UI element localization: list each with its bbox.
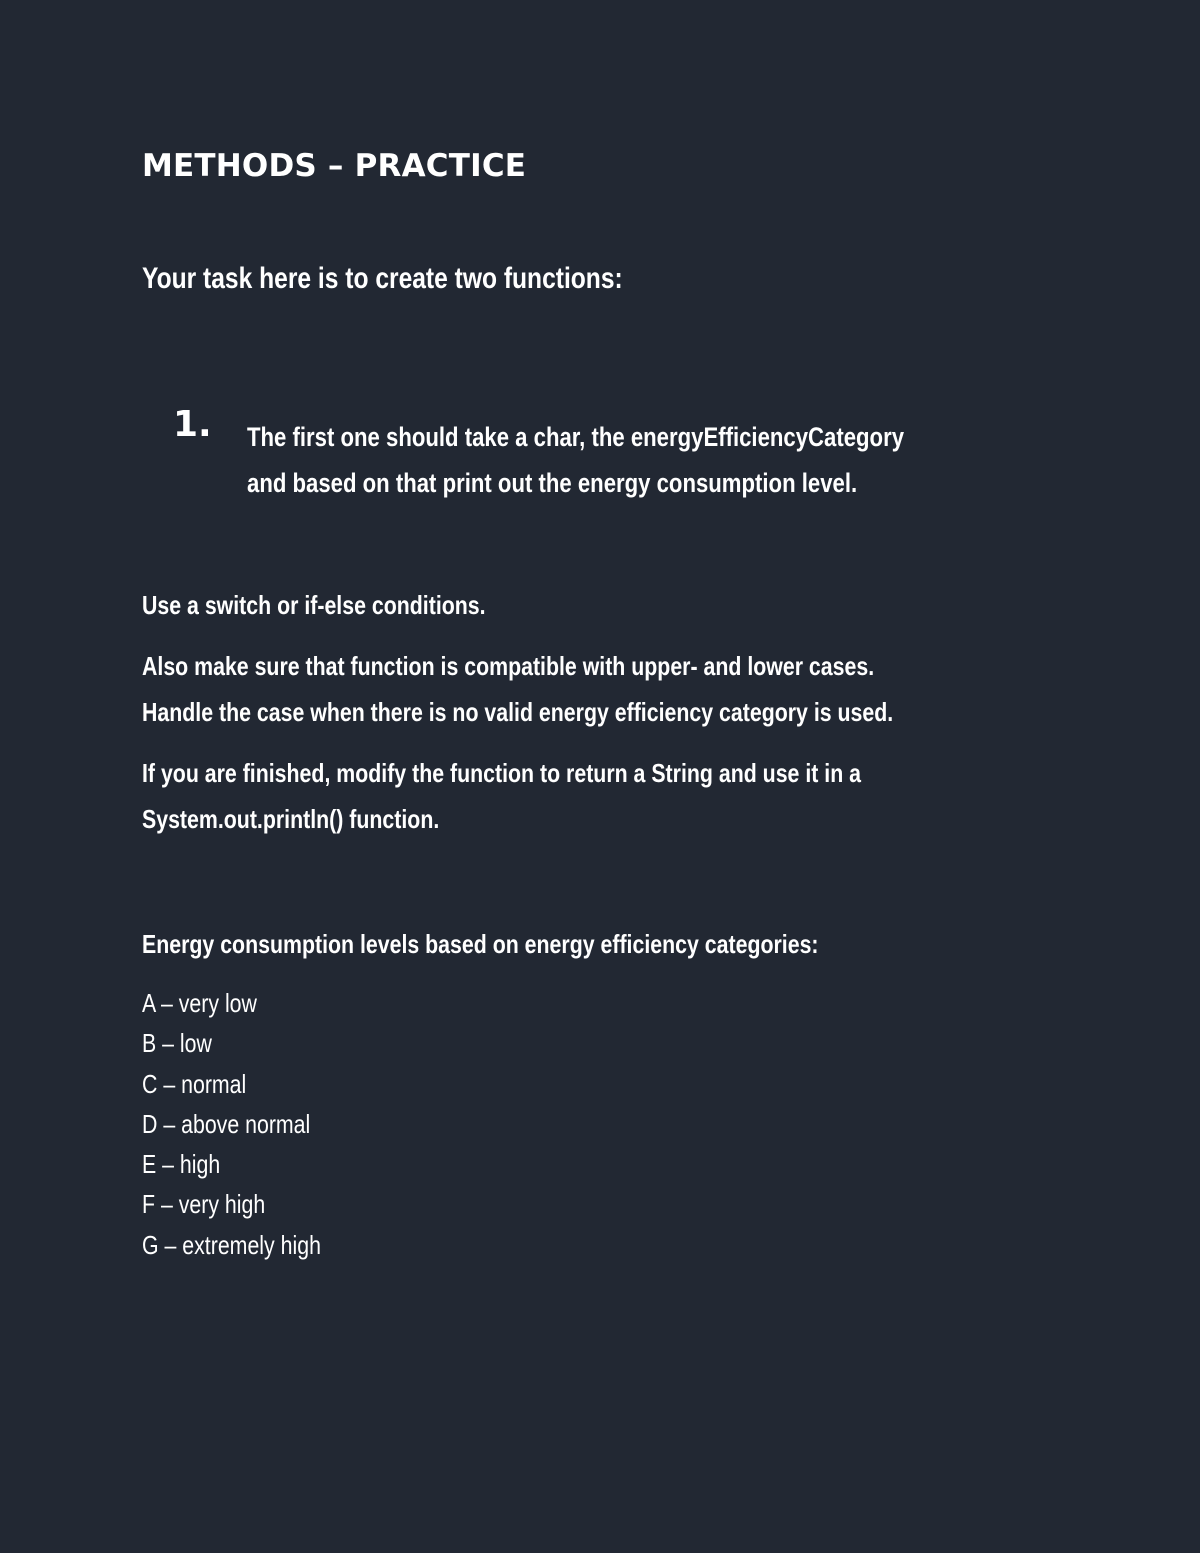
levels-heading: Energy consumption levels based on energy efficiency categories: (142, 929, 819, 959)
list-item: G – extremely high (142, 1229, 321, 1260)
list-item: A – very low (142, 988, 257, 1018)
list-item: F – very high (142, 1189, 266, 1220)
finish-paragraph (142, 750, 861, 842)
list-item-line: and based on that print out the energy consumption level. (247, 468, 858, 498)
list-item: C – normal (142, 1068, 247, 1099)
list-item: E – high (142, 1149, 221, 1180)
paragraph-line: Also make sure that function is compatible with upper- and lower cases. (142, 651, 875, 681)
list-item: D – above normal (142, 1108, 311, 1139)
paragraph-line: System.out.println() function. (142, 804, 440, 834)
levels-list (142, 983, 321, 1265)
list-item: B – low (142, 1028, 212, 1059)
list-item-number: 1. (173, 404, 212, 445)
list-item-line: The first one should take a char, the energyEfficiencyCategory (247, 422, 905, 452)
paragraph-line: Use a switch or if-else conditions. (142, 590, 486, 620)
list-item-text (247, 414, 904, 506)
task-heading: Your task here is to create two functions: (142, 262, 623, 295)
paragraph-line: Handle the case when there is no valid energy efficiency category is used. (142, 697, 894, 727)
page-title: METHODS – PRACTICE (142, 148, 527, 184)
paragraph-line: If you are finished, modify the function to return a String and use it in a (142, 758, 862, 788)
case-paragraph (142, 643, 893, 735)
switch-hint-paragraph (142, 582, 486, 628)
